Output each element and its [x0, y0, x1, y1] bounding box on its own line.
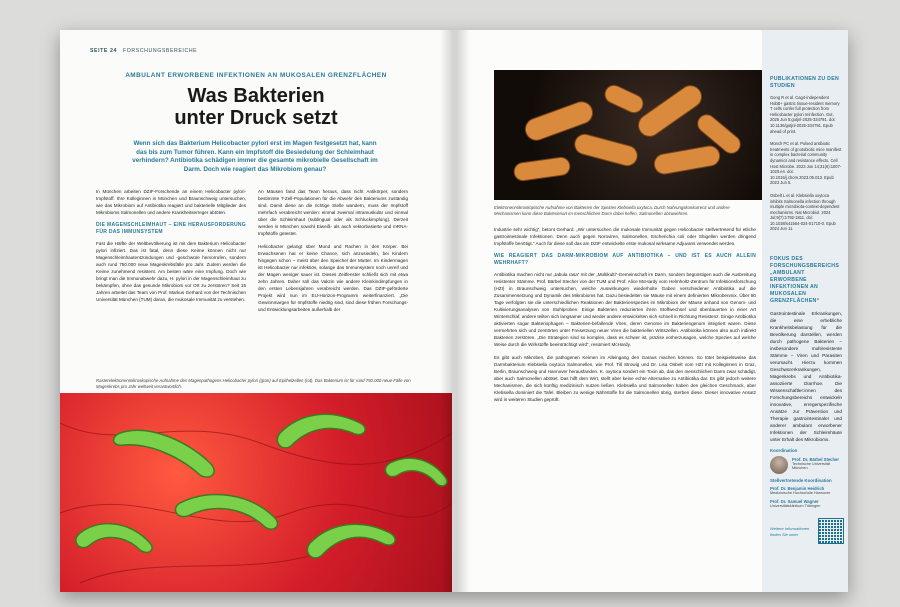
- title-line-1: Was Bakterien: [187, 85, 325, 107]
- reference: Gong R et al. Cag4-independent HobB+ gastric tissue-resident memory T cells confer full protection from Helicobacter pylori reinfection. Gut. 2025 Jun 5:gutjnl-2025-334791. doi: 10.1136/gutjnl-2025-334791. Epub ahead of print.: [770, 95, 840, 134]
- coordination-label: Koordination: [770, 448, 798, 453]
- paragraph: Es gibt auch Mikroben, die pathogenen Keimen im Alleingang den Garaus machen können. So tötet beispielsweise das Darmbakterium Klebsiella oxytoca Salmonellen, wie Prof. Till Strowig und Dr. Lisa Osbelt vom HZI mit Kolleginnen in Graz, Berlin, Braunschweig und Hannover herausfanden. K. oxytoca sondert ein Toxin ab, das den menschlichen Darm zwar schädigt, aber auch Salmonellen abtötet. Das hilft dem Wirt, stellt aber keine echte Alternative zu Antibiotika dar. Es gibt jedoch weitere Mechanismen, die sich künftig medizinisch nutzen ließen. Klebsiella und Salmonellen haben den gleichen Geschmack, aber Klebsiella dominiert die Tafel. Bleiben zu wenige Nährstoffe für die Salmonellen übrig, sterben diese. Dieser innovative Ansatz wird in weiteren Studien geprüft.: [494, 355, 756, 402]
- kicker: AMBULANT ERWORBENE INFEKTIONEN AN MUKOSALEN GRENZFLÄCHEN: [125, 72, 387, 79]
- focus-heading: FOKUS DES FORSCHUNGSBEREICHS „AMBULANT ERWORBENE INFEKTIONEN AN MUKOSALEN GRENZFLÄCHEN“: [770, 256, 840, 304]
- paragraph: Industrie sehr wichtig“, betont Gerhard. „Wir untersuchen die mukosale Immunität gegen Helicobacter stellvertretend für etliche gastrointestinale Infektionen. Denn auch gegen Noroviren, Salmonellen, Escherichia coli oder Shigellen werden dringend Impfstoffe benötigt.“ Auch für diese soll das am DZIF entwickelte erste mukosal wirksame Adjuvans verwendet werden.: [494, 227, 756, 246]
- deputy-org: Medizinische Hochschule Hannover: [770, 491, 831, 496]
- deputy-name: Prof. Dr. Samuel Wagner: [770, 499, 819, 505]
- page-header-left: [90, 48, 197, 54]
- bacteria-illustration: [494, 70, 762, 200]
- left-column-1: [96, 188, 246, 309]
- image-caption-left: Rasterelektronenmikroskopische Aufnahme des Magenpathogens Helicobacter pylori (grün) auf Epithelzellen (rot). Das Bakterium ist für rund 750.000 neue Fälle von Magenkrebs pro Jahr weltweit verantwortlich.: [96, 378, 411, 389]
- left-column-2: [258, 188, 408, 319]
- more-info-text: Weitere Informationen finden Sie unter: [770, 526, 810, 537]
- magazine-spread: [60, 30, 848, 592]
- paragraph: An Mäusen fand das Team heraus, dass nicht Antikörper, sondern bestimmte T-Zell-Populationen für die Abwehr des Bakteriums zuständig sind. Damit diese an die richtige Stelle wandern, muss der Impfstoff mehrfach verabreicht werden: einmal zweimal intramuskulär und einmal über die Schleimhaut (sublingual oder als Schluckimpfung). Derzeit werden in München sowohl Eiweiß- als auch vektorbasierte und mRNA-Impfstoffe getestet.: [258, 189, 408, 236]
- focus-box: [770, 256, 842, 443]
- contacts-box: [770, 448, 844, 512]
- image-caption-right: Elektronenmikroskopische Aufnahme von Bakterien der Spezies Klebsiella oxytoca. Durch Nahrungskonkurrenz und andere Mechanismen kann diese Bakterienart im menschlichen Darm dabei helfen, Salmonellen abzuwehren.: [494, 205, 730, 216]
- coordinator-org: Technische Universität München: [792, 461, 830, 470]
- reference: Osbelt L et al. Klebsiella oxytoca inhibits Salmonella infection through multiple microbiota-context-dependent mechanisms. Nat Microbiol. 2024 Jul;9(7):1792-1811. doi: 10.1038/s41564-024-01710-0. Epub 2024 Jun 11.: [770, 192, 840, 232]
- article-title: [60, 85, 452, 129]
- deputy-label: Stellvertretende Koordination: [770, 478, 832, 484]
- publications-box: [770, 76, 842, 239]
- bacteria-illustration: [60, 393, 452, 592]
- left-page: [60, 30, 452, 592]
- paragraph: Helicobacter gelangt über Mund und Rachen in den Körper. Bei Erwachsenen hat er keine Chance, sich anzusiedeln, bei Kindern hingegen schon – meist über den Speichel der Mutter. Im Kindermagen ist Helicobacter nur infektiös, solange das Immunsystem noch unreif und der Magen weniger sauer ist. Dieses Zeitfenster schließt sich mit etwa zehn Jahren. Daher soll das Vakzin wie andere Kleinkindimpfungen in den ersten Lebensjahren verabreicht werden. Das DZIF-geförderte Projekt wird nun im EU-Horizon-Programm weiterfinanziert. „Die Gewinnmargen für Impfstoffe niedrig sind, sind diese frühen Forschungs- und Entwicklungsarbeiten außerhalb der: [258, 244, 408, 312]
- coordinator: [770, 456, 844, 474]
- page-number: SEITE 24: [90, 48, 118, 54]
- subheading: WIE REAGIERT DAS DARM-MIKROBIOM AUF ANTIBIOTIKA – UND IST ES AUCH ALLEIN WEHRHAFT?: [494, 253, 756, 266]
- avatar: [770, 456, 788, 474]
- right-page: [452, 30, 848, 592]
- paragraph: Antibiotika machen nicht nur „tabula rasa“ mit der „Multikulti“-Gemeinschaft im Darm, sondern begünstigen auch die Ausbreitung resistenter Stämme. Prof. Bärbel Stecher von der TUM und Prof. Alice McHardy vom Helmholtz-Zentrum für Infektionsforschung (HZI) in Braunschweig untersuchen, welche Auswirkungen wiederholte Gaben verschiedener Antibiotika auf die Zusammensetzung und Dynamik des Mikrobioms hat. Dazu besiedelten sie Mäuse mit einem definierten Mikrobenmix. Über 80 Tage verfolgten sie die unterschiedlichen Reaktionen der Bakterienspezies im Mikrobiom der Mäuse anhand von Genom- und Kultivierungsanalysen von Stuhlproben. Einige Bakterien reduzierten ihren Stoffwechsel und überdauerten in einer Art Winterschlaf, andere teilten sich langsamer und wieder andere entwickelten sich schnell in Richtung Resistenz. Einige Antibiotika aktivierten sogar Bakteriophagen – Bakterien-befallende Viren, deren Genome im Bakteriengenom integriert waren. Diese vermehrten sich und zerstörten unter Freisetzung neuer Viren die bakteriellen Wirtszellen. Antibiotika können also auch indirekt Bakterien zerstören. „Die Strategien sind so komplex, dass es schwer ist, präzise vorherzusagen, welche Spezies auf welche Weise durch die Wirkstoffe beeinträchtigt wird“, resümiert McHardy.: [494, 272, 756, 347]
- paragraph: In München arbeiten DZIF-Forschende an einem Helicobacter pylori-Impfstoff. Ihre Kolleginnen in München und Braunschweig untersuchen, wie das Mikrobiom auf Antibiotika reagiert und bakterielle Mitglieder des Mikrobioms Salmonellen und andere Krankheitserreger abtöten.: [96, 189, 246, 215]
- qr-code-icon[interactable]: [818, 518, 844, 544]
- deputy-name: Prof. Dr. Benjamin Heidrich: [770, 486, 825, 492]
- publications-heading: PUBLIKATIONEN ZU DEN STUDIEN: [770, 76, 840, 89]
- right-main-column: [494, 226, 756, 409]
- deputy-org: Universitätsklinikum Tübingen: [770, 504, 821, 509]
- lead-paragraph: Wenn sich das Bakterium Helicobacter pylori erst im Magen festgesetzt hat, kann das bis zum Tumor führen. Kann ein Impfstoff die Besiedelung der Schleimhaut verhindern? Antibiotika schädigen immer die gesamte mikrobielle Gesellschaft im Darm. Doch wie reagiert das Mikrobiom genau?: [132, 140, 378, 173]
- reference: Münch PC et al. Pulsed antibiotic treatments of gnotobiotic mice manifest in complex bacterial community dynamics and resistance effects. Cell Host Microbe. 2023 Jun 14;31(6):1007-1020.e4. doi: 10.1016/j.chom.2023.05.013. Epub 2023 Jun 5.: [770, 141, 842, 186]
- coordinator-name: Prof. Dr. Bärbel Stecher: [792, 456, 840, 462]
- helicobacter-photo: [60, 393, 452, 592]
- info-sidebar: [762, 30, 848, 592]
- paragraph: Fast die Hälfte der Weltbevölkerung ist mit dem Bakterium Helicobacter pylori infiziert. Das ist fatal, denn diese Keime können nicht nur Magenschleimhautentzündungen und -geschwüre hervorrufen, sondern auch rund 750.000 neue Magenkrebsfälle pro Jahr. Zudem werden die Keime zunehmend resistent. Am besten wäre eine Impfung. Doch wie bringt man die Immunabwehr dazu, H. pylori in der Magenschleimhaut zu bekämpfen, ohne das gesunde Mikrobiom vor Ort zu zerstören? Seit 15 Jahren arbeitet das Team von Prof. Markus Gerhard von der Technischen Universität München (TUM) daran, die mukosale Immunität zu verstehen.: [96, 241, 246, 302]
- klebsiella-photo: [494, 70, 762, 200]
- focus-body: Gastrointestinale Erkrankungen, die eine erhebliche Krankheitsbelastung für die Bevölkerung darstellen, werden durch pathogene Bakterien – insbesondere multiresistente Stämme – Viren und Parasiten verursacht. Hierzu kommen Geschwürerkrankungen, Magenkrebs und Antibiotika-assoziierte Diarrhoe. Die Wissenschaftler:innen des Forschungsbereichs entwickeln innovative, erregerspezifische Ansätze zur Prävention und Therapie gastrointestinaler und anderer ambulant erworbener Infektionen der Schleimhäute unter Erhalt des Mikrobioms.: [770, 311, 842, 442]
- subheading: DIE MAGENSCHLEIMHAUT – EINE HERAUSFORDERUNG FÜR DAS IMMUNSYSTEM: [96, 222, 246, 235]
- section-name: FORSCHUNGSBEREICHE: [123, 48, 198, 54]
- title-line-2: unter Druck setzt: [174, 107, 338, 129]
